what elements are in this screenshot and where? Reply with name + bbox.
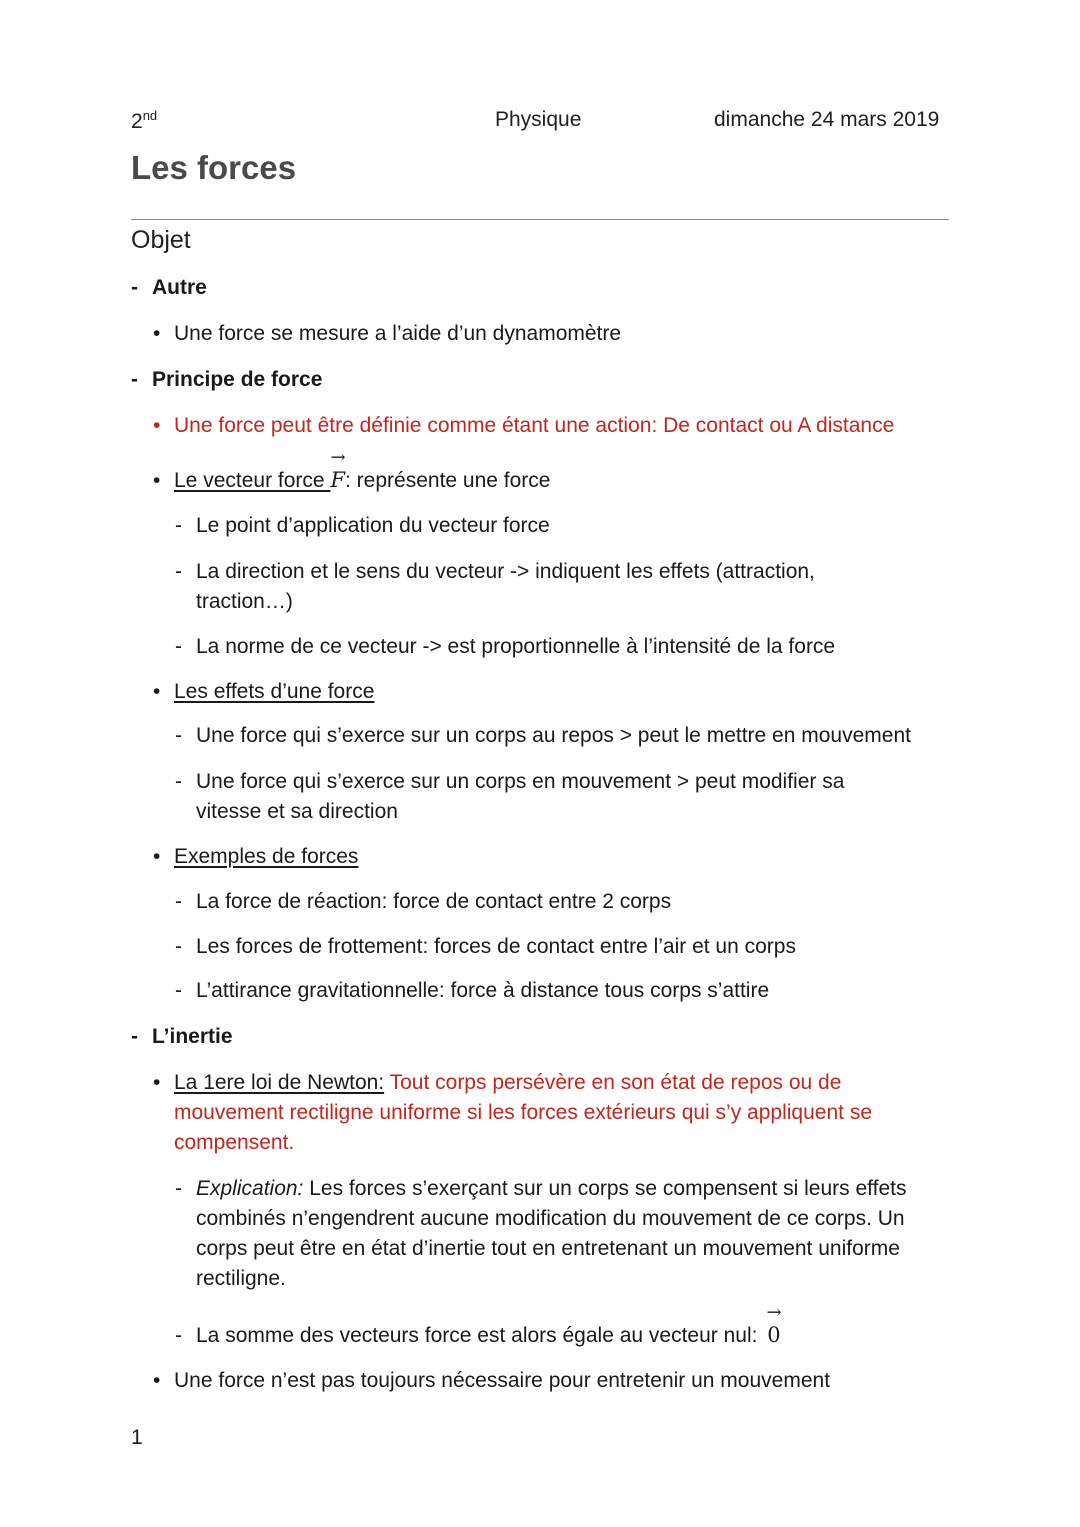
list-item: - Les forces de frottement: forces de contact entre l’air et un corps: [175, 935, 796, 958]
list-item: - L’attirance gravitationnelle: force à distance tous corps s’attire: [175, 979, 770, 1002]
title-divider: [131, 219, 949, 220]
heading-inertie: - L’inertie: [131, 1025, 233, 1048]
list-item: - Une force qui s’exerce sur un corps en mouvement > peut modifier sa: [175, 770, 845, 793]
class-level-suffix: nd: [142, 108, 158, 123]
list-item: - La norme de ce vecteur -> est proportionnelle à l’intensité de la force: [175, 635, 836, 658]
subject-header: Physique: [495, 108, 582, 131]
list-item: • Une force n’est pas toujours nécessaire pour entretenir un mouvement: [153, 1369, 831, 1392]
explication-line: combinés n’engendrent aucune modification du mouvement de ce corps. Un: [196, 1207, 905, 1230]
list-item-continuation: traction…): [196, 590, 293, 613]
vector-f-symbol: → F: [330, 447, 346, 492]
date-header: dimanche 24 mars 2019: [714, 108, 940, 131]
newton-text-line: mouvement rectiligne uniforme si les forces extérieurs qui s’y appliquent se: [174, 1101, 872, 1124]
page-number: 1: [131, 1426, 143, 1449]
effets-item: • Les effets d’une force: [153, 680, 375, 703]
list-item: • Une force se mesure a l’aide d’un dynamomètre: [153, 322, 622, 345]
list-item: - La direction et le sens du vecteur -> indiquent les effets (attraction,: [175, 560, 815, 583]
section-title: Objet: [131, 226, 191, 254]
list-item: - Une force qui s’exerce sur un corps au repos > peut le mettre en mouvement: [175, 724, 911, 747]
newton-text-line: compensent.: [174, 1131, 295, 1154]
vector-zero-symbol: → 0: [766, 1302, 782, 1347]
explication-line: corps peut être en état d’inertie tout en entretenant un mouvement uniforme: [196, 1237, 900, 1260]
list-item: - La force de réaction: force de contact entre 2 corps: [175, 890, 672, 913]
vecteur-item: • Le vecteur force → F: représente une force: [153, 447, 551, 492]
explication-line: rectiligne.: [196, 1267, 286, 1290]
page-title: Les forces: [131, 149, 297, 186]
heading-autre: - Autre: [131, 276, 207, 299]
list-item-continuation: vitesse et sa direction: [196, 800, 398, 823]
class-level: 2nd: [131, 108, 158, 133]
list-item: - Le point d’application du vecteur force: [175, 514, 550, 537]
somme-item: - La somme des vecteurs force est alors égale au vecteur nul: → 0: [175, 1302, 782, 1347]
heading-principe: - Principe de force: [131, 368, 323, 391]
explication-item: - Explication: Les forces s’exerçant sur un corps se compensent si leurs effets: [175, 1177, 907, 1200]
definition-item: • Une force peut être définie comme étant une action: De contact ou A distance: [153, 414, 895, 437]
exemples-item: • Exemples de forces: [153, 845, 359, 868]
newton-item: • La 1ere loi de Newton: Tout corps persévère en son état de repos ou de: [153, 1071, 842, 1094]
